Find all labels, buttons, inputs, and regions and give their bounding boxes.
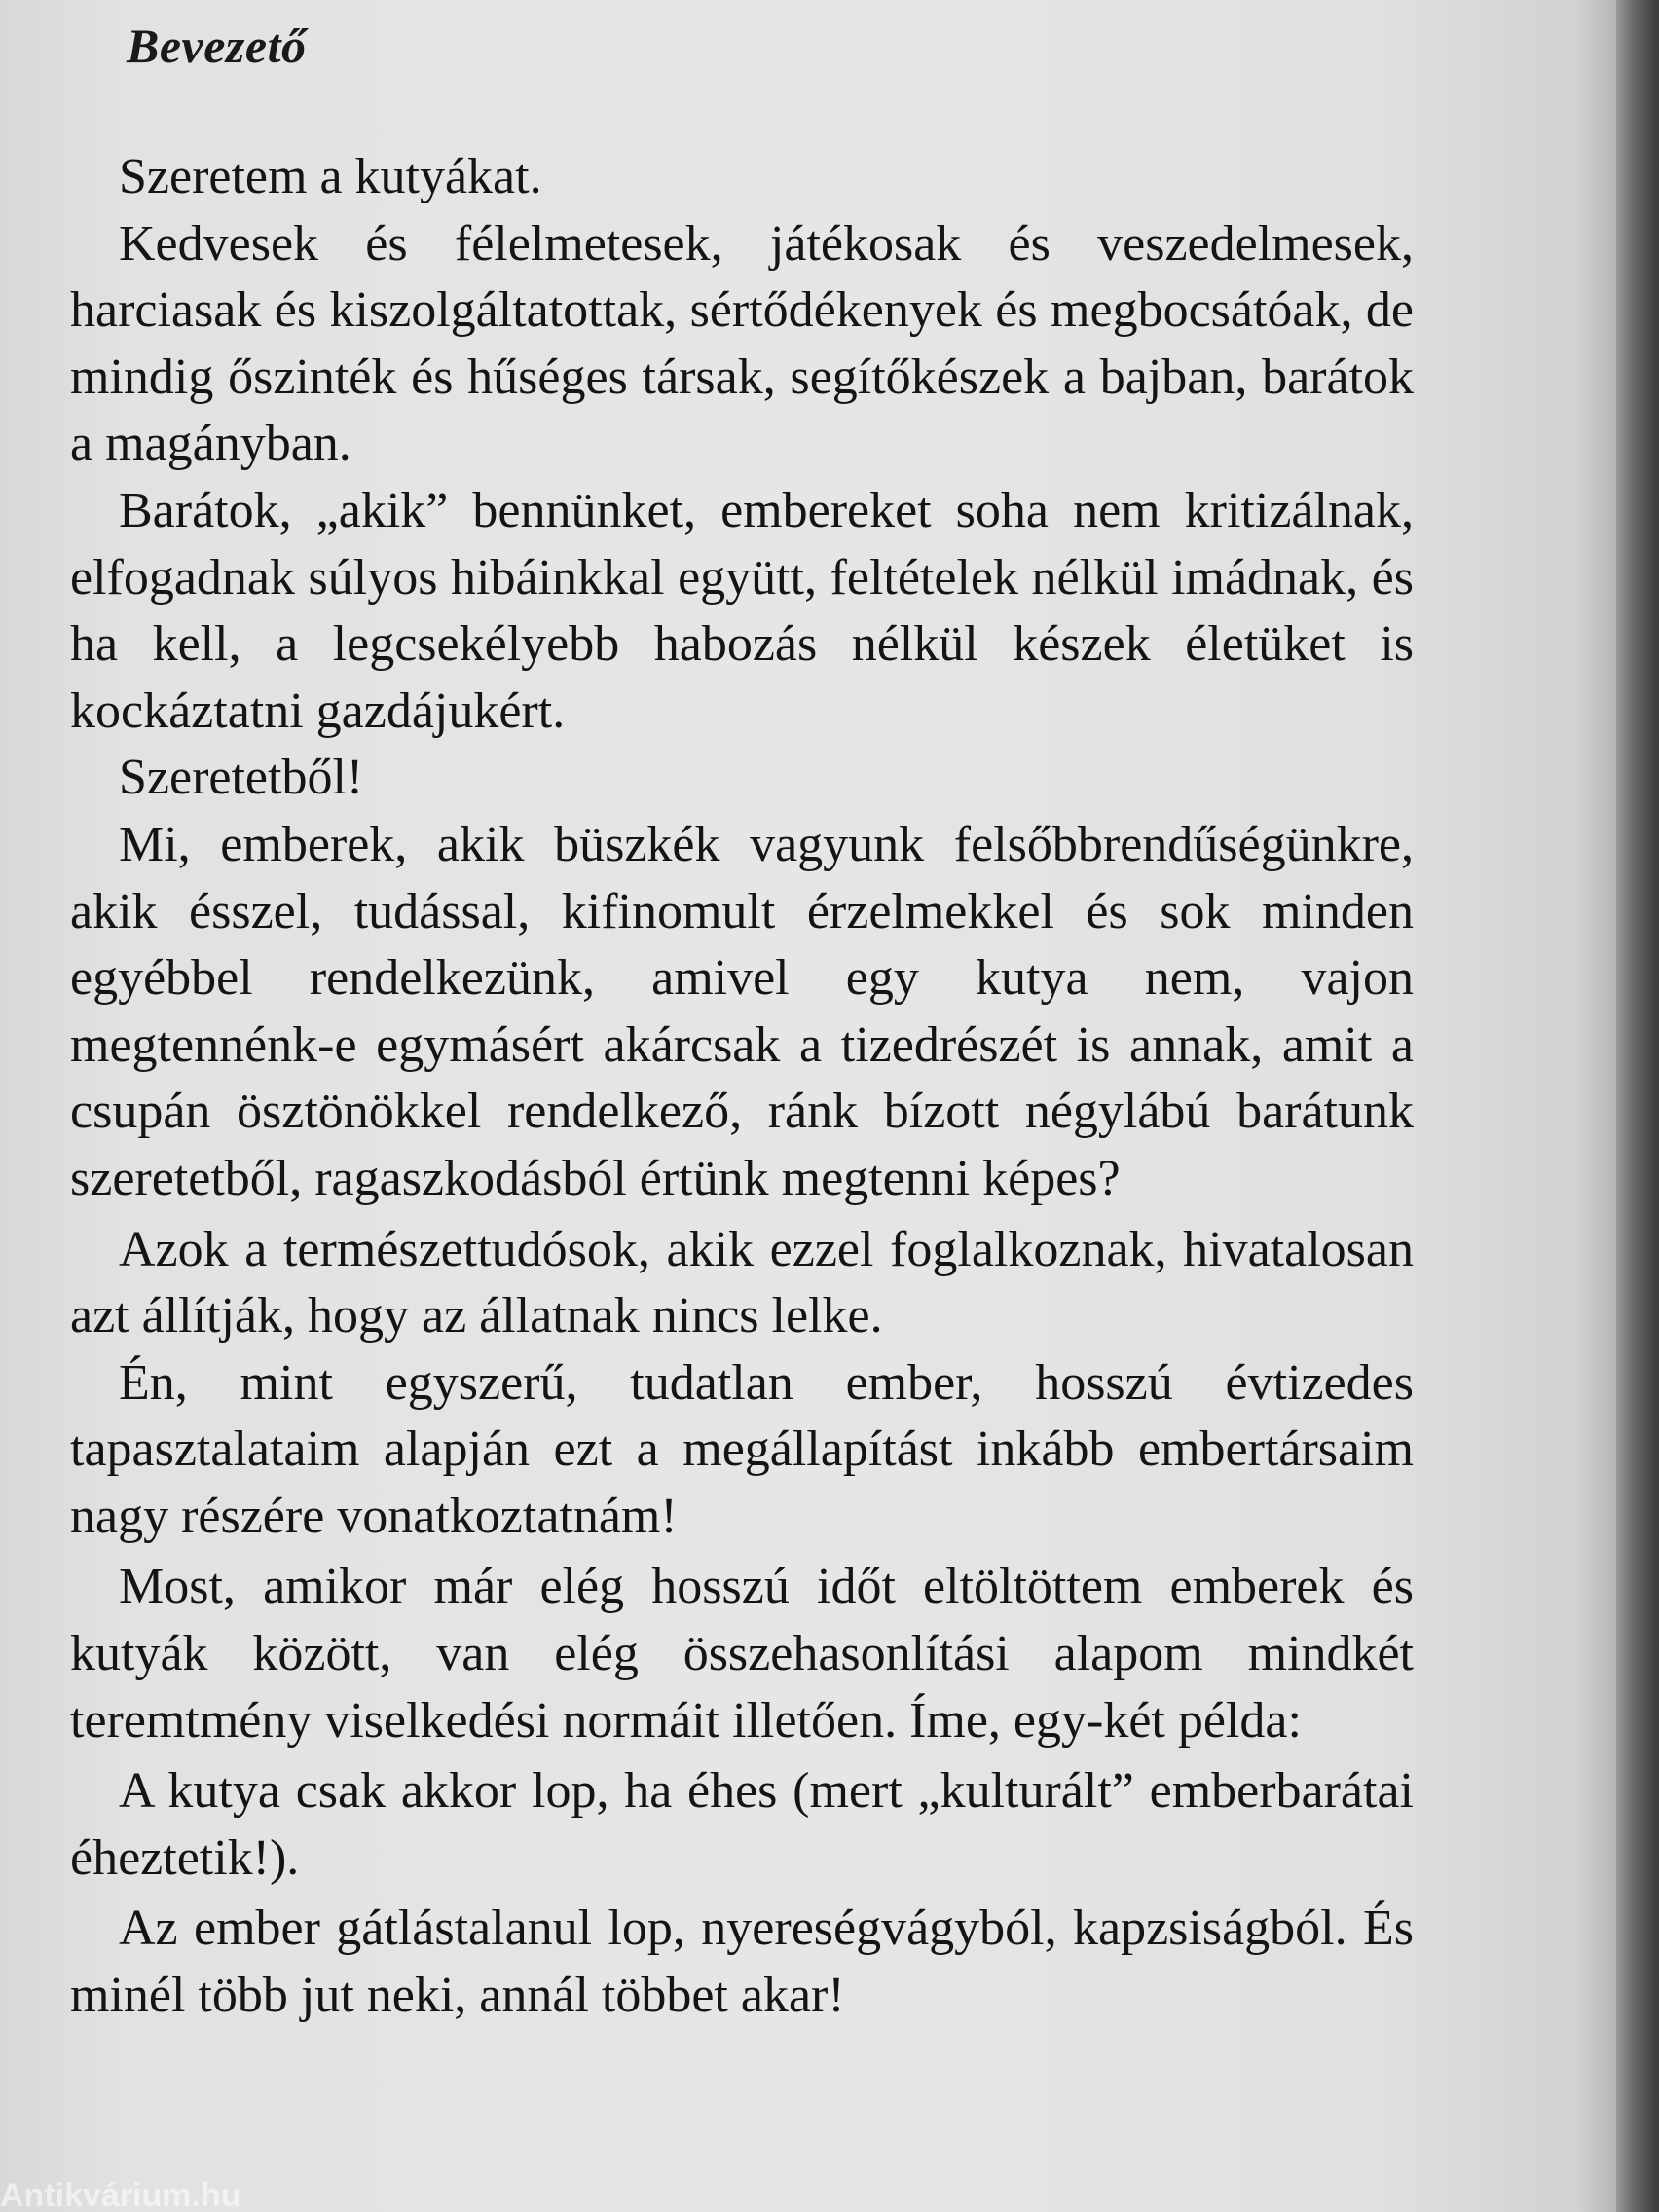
paragraph-6: Azok a természettudósok, akik ezzel foglalkoznak, hivatalosan azt állítják, hogy az állatnak nincs lelke. <box>70 1221 1414 1345</box>
paragraph-5: Mi, emberek, akik büszkék vagyunk felsőbbrendűségünkre, akik ésszel, tudással, kifinomult érzelmekkel és sok minden egyébbel rendelkezünk, amivel egy kutya nem, vajon megtennénk-e egymásért akárcsak a tizedrészét is annak, amit a csupán ösztönökkel rendelkező, ránk bízott négylábú barátunk szeretetből, ragaszkodásból értünk megtenni képes? <box>70 816 1414 1206</box>
page-edge <box>1616 0 1659 2212</box>
paragraph-4: Szeretetből! <box>119 750 364 806</box>
paragraph-9: A kutya csak akkor lop, ha éhes (mert „kulturált” emberbarátai éheztetik!). <box>70 1763 1414 1886</box>
chapter-title: Bevezető <box>127 18 307 73</box>
watermark: Antikvárium.hu <box>0 2177 241 2212</box>
body-text <box>70 144 1414 2030</box>
paragraph-10: Az ember gátlástalanul lop, nyereségvágyból, kapzsiságból. És minél több jut neki, annál többet akar! <box>70 1900 1414 2024</box>
paragraph-8: Most, amikor már elég hosszú időt eltöltöttem emberek és kutyák között, van elég összehasonlítási alapom mindkét teremtmény viselkedési normáit illetően. Íme, egy-két példa: <box>70 1559 1414 1749</box>
paragraph-1: Szeretem a kutyákat. <box>119 149 542 204</box>
paragraph-7: Én, mint egyszerű, tudatlan ember, hosszú évtizedes tapasztalataim alapján ezt a megállapítást inkább embertársaim nagy részére vonatkoztatnám! <box>70 1354 1414 1544</box>
paragraph-2: Kedvesek és félelmetesek, játékosak és veszedelmesek, harciasak és kiszolgáltatottak, sértődékenyek és megbocsátóak, de mindig őszinték és hűséges társak, segítőkészek a bajban, barátok a magányban. <box>70 215 1414 472</box>
paragraph-3: Barátok, „akik” bennünket, embereket soha nem kritizálnak, elfogadnak súlyos hibáinkkal együtt, feltételek nélkül imádnak, és ha kell, a legcsekélyebb habozás nélkül készek életüket is kockáztatni gazdájukért. <box>70 482 1414 739</box>
